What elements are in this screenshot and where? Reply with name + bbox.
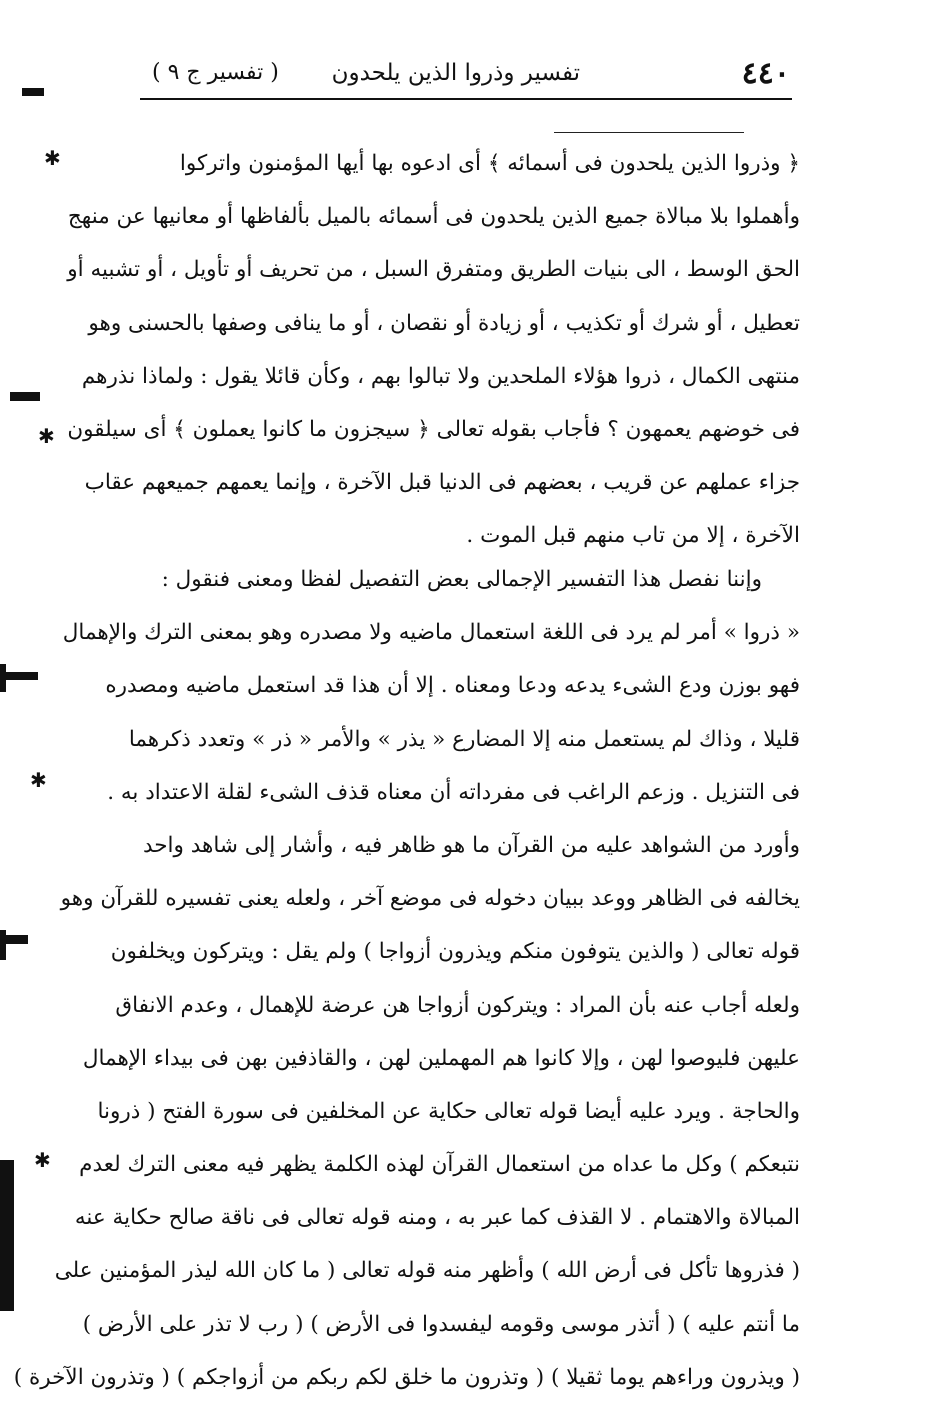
text-line: والحاجة . ويرد عليه أيضا قوله تعالى حكاية عن المخلفين فى سورة الفتح ( ذرونا — [97, 1098, 800, 1124]
text-line: منتهى الكمال ، ذروا هؤلاء الملحدين ولا تبالوا بهم ، وكأن قائلا يقول : ولماذا نذرهم — [81, 363, 800, 389]
header-rule — [140, 98, 792, 100]
scan-mark — [22, 88, 44, 96]
scan-speck: ✱ — [44, 146, 61, 170]
text-line: ﴿ وذروا الذين يلحدون فى أسمائه ﴾ أى ادعوه بها أيها المؤمنون واتركوا — [179, 151, 800, 176]
text-line: المبالاة والاهتمام . لا القذف كما عبر به ، ومنه قوله تعالى فى ناقة صالح حكاية عنه — [74, 1205, 800, 1231]
section-rule — [554, 132, 744, 133]
text-line: « ذروا » أمر لم يرد فى اللغة استعمال ماضيه ولا مصدره وهو بمعنى الترك والإهمال — [62, 620, 800, 646]
text-line: وأورد من الشواهد عليه من القرآن ما هو ظاهر فيه ، وأشار إلى شاهد واحد — [142, 832, 800, 858]
text-line: فهو بوزن ودع الشىء يدعه ودعا ومعناه . إلا أن هذا قد استعمل ماضيه ومصدره — [105, 673, 800, 699]
paragraph-2 — [13, 553, 800, 1404]
page-number: ٤٤٠ — [741, 56, 790, 91]
text-line: الحق الوسط ، الى بنيات الطريق ومتفرق السبل ، من تحريف أو تأويل ، أو تشبيه أو — [67, 257, 800, 283]
text-line: يخالفه فى الظاهر ووعد ببيان دخوله فى موضع آخر ، ولعله يعنى تفسيره للقرآن وهو — [60, 886, 800, 912]
running-header — [140, 52, 790, 94]
scan-speck: ✱ — [30, 768, 47, 792]
scan-mark — [10, 392, 40, 401]
running-title: تفسير وذروا الذين يلحدون — [331, 60, 580, 86]
text-line: تعطيل ، أو شرك أو تكذيب ، أو زيادة أو نقصان ، أو ما ينافى وصفها بالحسنى وهو — [88, 310, 800, 336]
text-line: وأهملوا بلا مبالاة جميع الذين يلحدون فى أسمائه بالميل بألفاظها أو معانيها عن منهج — [67, 204, 800, 230]
text-line: فى خوضهم يعمهون ؟ فأجاب بقوله تعالى ﴿ سيجزون ما كانوا يعملون ﴾ أى سيلقون — [67, 416, 800, 442]
paragraph-1 — [67, 137, 800, 563]
scan-mark — [0, 664, 6, 692]
text-line: ( ويذرون وراءهم يوما ثقيلا ) ( وتذرون ما خلق لكم ربكم من أزواجكم ) ( وتذرون الآخرة ) — [13, 1364, 800, 1390]
text-line: نتبعكم ) وكل ما عداه من استعمال القرآن لهذه الكلمة يظهر فيه معنى الترك لعدم — [79, 1152, 800, 1178]
text-line: ولعله أجاب عنه بأن المراد : ويتركون أزواجا هن عرضة للإهمال ، وعدم الانفاق — [115, 992, 800, 1018]
scan-mark — [0, 1160, 14, 1311]
scan-speck: ✱ — [38, 424, 55, 448]
text-line: جزاء عملهم عن قريب ، بعضهم فى الدنيا قبل الآخرة ، وإنما يعمهم جميعهم عقاب — [84, 470, 800, 496]
text-line: قليلا ، وذاك لم يستعمل منه إلا المضارع « يذر » والأمر « ذر » وتعدد ذكرهما — [128, 726, 800, 752]
text-line: الآخرة ، إلا من تاب منهم قبل الموت . — [466, 523, 800, 549]
text-line: وإننا نفصل هذا التفسير الإجمالى بعض التفصيل لفظا ومعنى فنقول : — [161, 567, 762, 592]
text-line: ما أنتم عليه ) ( أتذر موسى وقومه ليفسدوا فى الأرض ) ( رب لا تذر على الأرض ) — [82, 1311, 800, 1337]
text-line: فى التنزيل . وزعم الراغب فى مفرداته أن معناه قذف الشىء لقلة الاعتداد به . — [107, 779, 800, 805]
scan-mark — [0, 930, 6, 960]
text-line: قوله تعالى ( والذين يتوفون منكم ويذرون أزواجا ) ولم يقل : ويتركون ويخلفون — [110, 939, 800, 965]
volume-label: ( تفسير ج ٩ ) — [152, 60, 279, 85]
scan-speck: ✱ — [34, 1148, 51, 1172]
text-line: عليهن فليوصوا لهن ، وإلا كانوا هم المهملين لهن ، والقاذفين بهن فى بيداء الإهمال — [82, 1045, 800, 1071]
text-line: ( فذروها تأكل فى أرض الله ) وأظهر منه قوله تعالى ( ما كان الله ليذر المؤمنين على — [54, 1258, 800, 1284]
